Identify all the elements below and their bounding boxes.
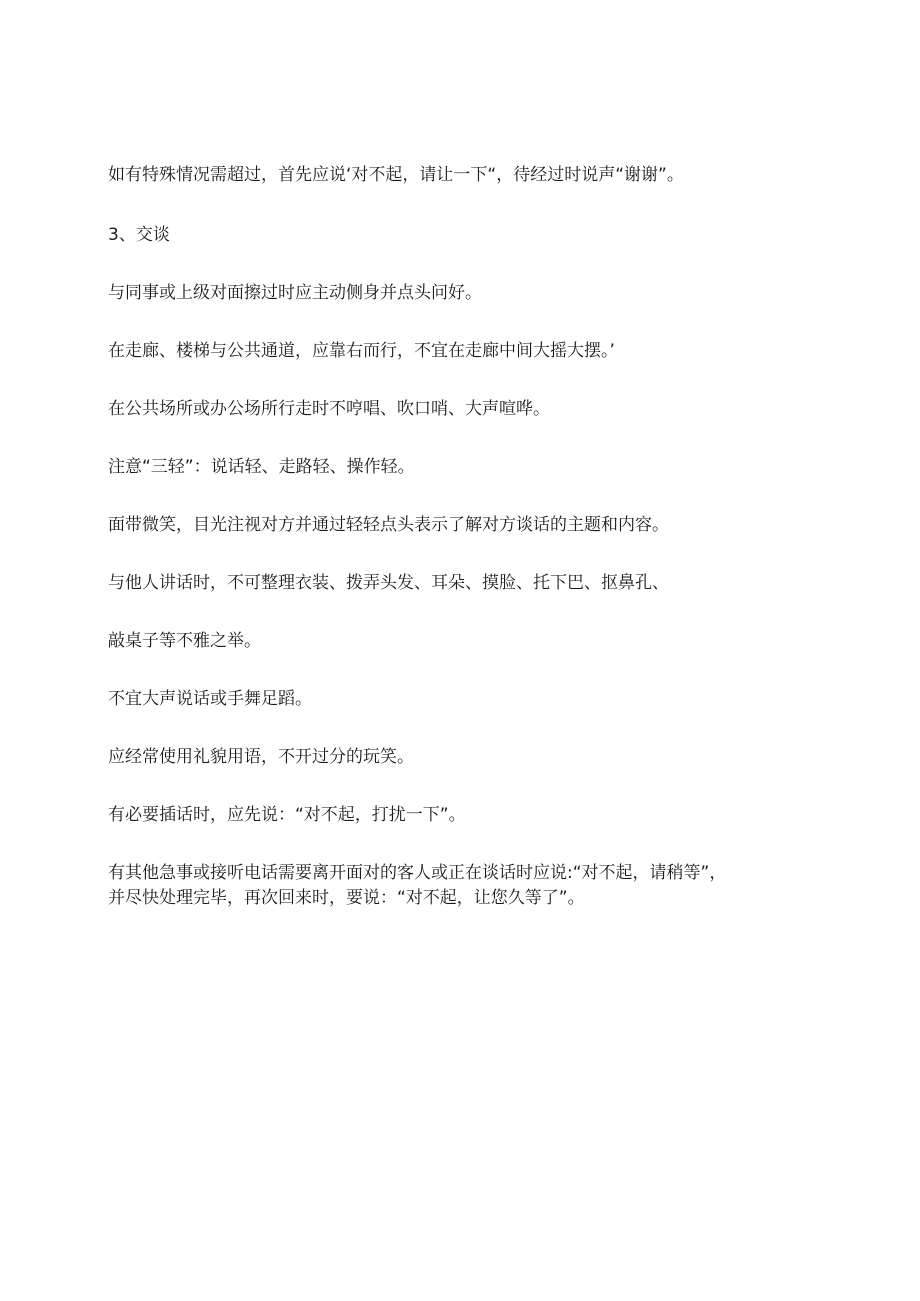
paragraph-talking-manners: 与他人讲话时，不可整理衣装、拨弄头发、耳朵、摸脸、托下巴、抠鼻孔、 bbox=[108, 573, 669, 593]
paragraph-no-loud: 不宜大声说话或手舞足蹈。 bbox=[108, 689, 312, 709]
section-heading-conversation: 3、交谈 bbox=[108, 225, 170, 245]
paragraph-leave-cont: 并尽快处理完毕，再次回来时，要说：“对不起，让您久等了”。 bbox=[108, 888, 585, 908]
paragraph-talking-manners-cont: 敲桌子等不雅之举。 bbox=[108, 631, 261, 651]
paragraph-smile: 面带微笑，目光注视对方并通过轻轻点头表示了解对方谈话的主题和内容。 bbox=[108, 515, 669, 535]
paragraph-leave: 有其他急事或接听电话需要离开面对的客人或正在谈话时应说:“对不起，请稍等”， bbox=[108, 863, 727, 883]
paragraph-interrupt: 有必要插话时，应先说：“对不起，打扰一下”。 bbox=[108, 805, 466, 825]
paragraph-public-places: 在公共场所或办公场所行走时不哼唱、吹口哨、大声喧哗。 bbox=[108, 399, 550, 419]
paragraph-polite-language: 应经常使用礼貌用语，不开过分的玩笑。 bbox=[108, 747, 414, 767]
paragraph-overtake: 如有特殊情况需超过，首先应说‘对不起，请让一下“，待经过时说声“谢谢”。 bbox=[108, 165, 684, 185]
paragraph-corridor: 在走廊、楼梯与公共通道，应靠右而行，不宜在走廊中间大摇大摆。’ bbox=[108, 341, 615, 361]
paragraph-three-quiet: 注意“三轻”：说话轻、走路轻、操作轻。 bbox=[108, 457, 415, 477]
paragraph-greeting: 与同事或上级对面擦过时应主动侧身并点头问好。 bbox=[108, 283, 482, 303]
